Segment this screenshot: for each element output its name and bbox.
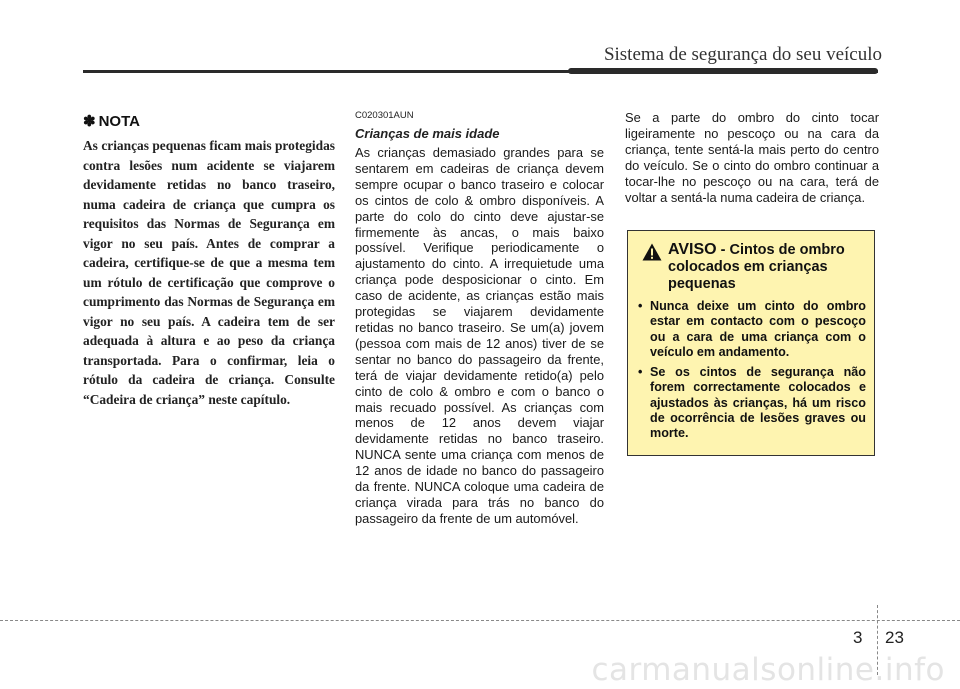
page-number: 23	[885, 628, 904, 647]
warning-item	[636, 365, 866, 441]
chapter-number: 3	[853, 628, 863, 647]
watermark: carmanualsonline.info	[591, 652, 945, 688]
header-rule-accent	[568, 68, 878, 74]
nota-body: As crianças pequenas ficam mais protegidas contra lesões num acidente se viajarem devidamente retidas no banco traseiro, numa cadeira de criança que cumpra os requisitos das Normas de Segurança em vigor no seu país. Antes de comprar a cadeira, certifique-se de que a mesma tem um rótulo de certificação que comprove o cumprimento das Normas de Segurança em vigor no seu país. A cadeira tem de ser adequada à altura e ao peso da criança transportada. Para o confirmar, leia o rótulo da cadeira de criança. Consulte “Cadeira de criança” neste capítulo.	[83, 138, 335, 407]
nota-heading-text: NOTA	[98, 113, 140, 130]
warning-list	[636, 299, 866, 442]
section-body: As crianças demasiado grandes para se sentarem em cadeiras de criança devem sempre ocupar o banco traseiro e colocar os cintos de colo & ombro disponíveis. A parte do colo do cinto deve ajustar-se firmemente às ancas, o mais baixo possível. Verifique periodicamente o ajustamento do cinto. A irrequietude uma criança pode desposicionar o cinto. Em caso de acidente, as crianças estão mais protegidas se viajarem devidamente retidas no banco traseiro. Se um(a) jovem (pessoa com mais de 12 anos) tiver de se sentar no banco do passageiro da frente, terá de viajar devidamente retido(a) pelo cinto de colo & ombro e com o banco o mais recuado possível. As crianças com menos de 12 anos devem viajar devidamente retidas no banco traseiro. NUNCA sente uma criança com menos de 12 anos de idade no banco do passageiro da frente. NUNCA coloque uma cadeira de criança virada para trás no banco do passageiro da frente de um automóvel.	[355, 145, 604, 526]
bullet-icon: •	[638, 365, 643, 380]
warning-header	[636, 241, 866, 293]
warning-item-text: Nunca deixe um cinto do ombro estar em contacto com o pescoço ou a cara de uma criança com o veículo em andamento.	[650, 299, 866, 359]
bullet-icon: •	[638, 299, 643, 313]
nota-heading	[83, 112, 335, 130]
warning-title	[668, 241, 866, 293]
warning-label: AVISO	[668, 241, 717, 258]
warning-item-text: Se os cintos de segurança não forem correctamente colocados e ajustados às crianças, há um risco de ocorrência de lesões graves ou morte.	[650, 365, 866, 441]
continued-body: Se a parte do ombro do cinto tocar ligeiramente no pescoço ou na cara da criança, tente sentá-la mais perto do centro do veículo. Se o cinto do ombro continuar a tocar-lhe no pescoço ou na cara, terá de voltar a sentá-la numa cadeira de criança.	[625, 110, 879, 205]
section-subheading: Crianças de mais idade	[355, 126, 500, 141]
warning-title-text: - Cintos de ombro colocados em crianças pequenas	[668, 242, 845, 292]
warning-box	[627, 230, 875, 456]
chapter-title: Sistema de segurança do seu veículo	[603, 44, 882, 65]
column-section	[355, 110, 604, 527]
column-nota	[83, 112, 335, 409]
warning-item	[636, 299, 866, 360]
warning-triangle-icon	[642, 243, 662, 261]
footer-rule	[0, 620, 960, 621]
section-code: C020301AUN	[355, 110, 414, 121]
column-continued	[625, 110, 879, 205]
star-icon: ✽	[83, 113, 96, 130]
